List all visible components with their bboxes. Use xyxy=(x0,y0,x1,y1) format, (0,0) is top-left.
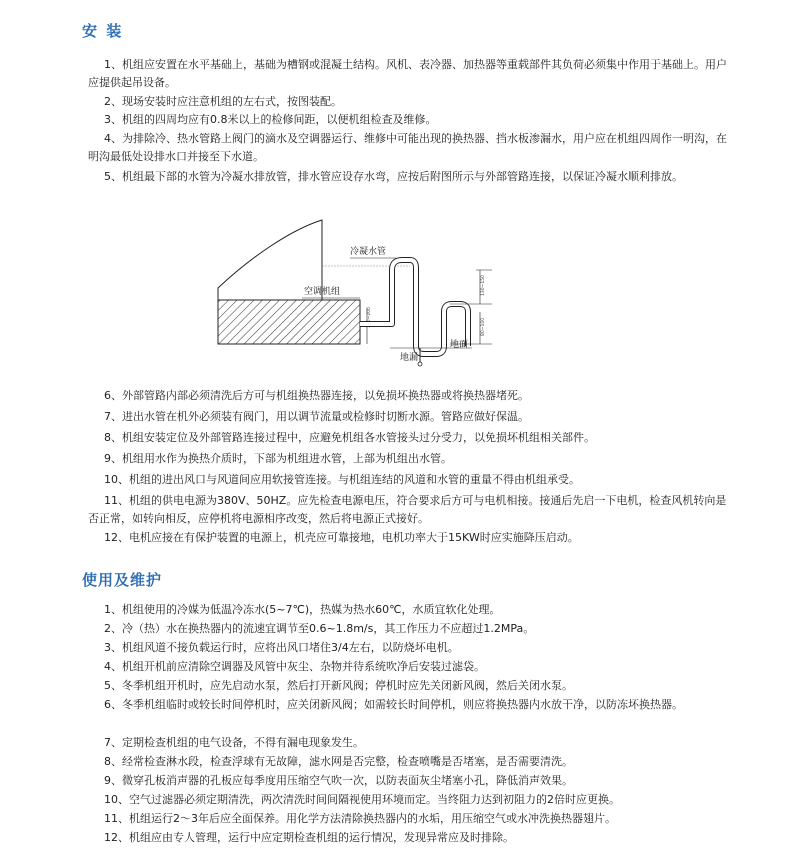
maintenance-item-5: 5、冬季机组开机时，应先启动水泵，然后打开新风阀；停机时应先关闭新风阀，然后关闭水泵。 xyxy=(104,679,573,692)
maintenance-item-7: 7、定期检查机组的电气设备，不得有漏电现象发生。 xyxy=(104,736,364,749)
section-title-maintenance: 使用及维护 xyxy=(82,571,163,589)
maintenance-item-6: 6、冬季机组临时或较长时间停机时，应关闭新风阀；如需较长时间停机，则应将换热器内水放干净，以防冻坏换热器。 xyxy=(104,698,683,711)
maintenance-item-3: 3、机组风道不接负载运行时，应将出风口堵住3/4左右，以防烧坏电机。 xyxy=(104,641,459,654)
install-item-2: 2、现场安装时应注意机组的左右式，按图装配。 xyxy=(104,95,342,108)
maintenance-item-9: 9、微穿孔板消声器的孔板应每季度用压缩空气吹一次，以防表面灰尘堵塞小孔，降低消声效果。 xyxy=(104,774,573,787)
base-block xyxy=(218,300,360,344)
install-item-7: 7、进出水管在机外必须装有阀门，用以调节流量或检修时切断水源。管路应做好保温。 xyxy=(104,410,529,423)
install-item-8: 8、机组安装定位及外部管路连接过程中，应避免机组各水管接头过分受力，以免损坏机组相关部件。 xyxy=(104,431,595,444)
maintenance-item-12: 12、机组应由专人管理，运行中应定期检查机组的运行情况，发现异常应及时排除。 xyxy=(104,831,514,844)
install-item-5: 5、机组最下部的水管为冷凝水排放管，排水管应设存水弯，应按后附图所示与外部管路连接，以保证冷凝水顺利排放。 xyxy=(104,170,683,183)
install-item-4: 4、为排除冷、热水管路上阀门的滴水及空调器运行、维修中可能出现的换热器、挡水板渗漏水，用户应在机组四周作一明沟，在明沟最低处设排水口并接至下水道。 xyxy=(88,132,727,164)
label-floor: 地面 xyxy=(450,340,469,350)
dim-right-top-label: 130~150 xyxy=(481,275,486,296)
install-item-6: 6、外部管路内部必须清洗后方可与机组换热器连接，以免损坏换热器或将换热器堵死。 xyxy=(104,389,529,402)
section-title-install: 安 装 xyxy=(82,22,124,40)
condensate-drain-diagram xyxy=(210,208,510,368)
maintenance-item-2: 2、冷（热）水在换热器内的流速宜调节至0.6~1.8m/s，其工作压力不应超过1.2MPa。 xyxy=(104,622,535,635)
install-item-3: 3、机组的四周均应有0.8米以上的检修间距，以便机组检查及维修。 xyxy=(104,113,437,126)
floor-drain-icon xyxy=(418,362,422,366)
maintenance-item-1: 1、机组使用的冷媒为低温冷冻水(5~7℃)，热媒为热水60℃，水质宜软化处理。 xyxy=(104,603,501,616)
dim-right-bottom-label: 80~100 xyxy=(481,317,486,336)
maintenance-item-10: 10、空气过滤器必须定期清洗，两次清洗时间间隔视使用环境而定。当终阻力达到初阻力的2倍时应更换。 xyxy=(104,793,620,806)
label-condensate-pipe: 冷凝水管 xyxy=(350,247,387,257)
label-floor-drain: 地漏 xyxy=(400,353,419,363)
dim-left-label: 150~200 xyxy=(367,307,372,328)
maintenance-item-4: 4、机组开机前应清除空调器及风管中灰尘、杂物并待系统吹净后安装过滤袋。 xyxy=(104,660,485,673)
install-item-11: 11、机组的供电电源为380V、50HZ。应先检查电源电压，符合要求后方可与电机相接。接通后先启一下电机，检查风机转向是否正常，如转向相反，应停机将电源相序改变，然后将电源正式接好。 xyxy=(88,494,727,526)
label-ac-unit: 空调机组 xyxy=(304,287,341,297)
maintenance-item-11: 11、机组运行2～3年后应全面保养。用化学方法清除换热器内的水垢，用压缩空气或水冲洗换热器翅片。 xyxy=(104,812,616,825)
install-item-1: 1、机组应安置在水平基础上，基础为槽钢或混凝土结构。风机、表冷器、加热器等重载部件其负荷必须集中作用于基础上。用户应提供起吊设备。 xyxy=(88,58,727,90)
install-item-9: 9、机组用水作为换热介质时，下部为机组进水管，上部为机组出水管。 xyxy=(104,452,452,465)
install-item-10: 10、机组的进出风口与风道间应用软接管连接。与机组连结的风道和水管的重量不得由机组承受。 xyxy=(104,473,580,486)
install-item-12: 12、电机应接在有保护装置的电源上，机壳应可靠接地，电机功率大于15KW时应实施降压启动。 xyxy=(104,531,579,544)
maintenance-item-8: 8、经常检查淋水段，检查浮球有无故障，滤水网是否完整，检查喷嘴是否堵塞，是否需要清洗。 xyxy=(104,755,573,768)
